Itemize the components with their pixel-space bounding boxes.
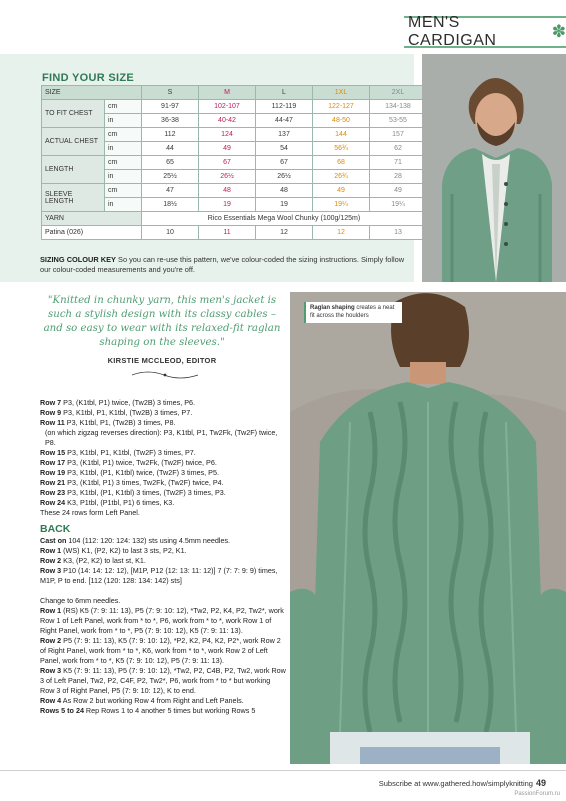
table-cell: 19¼ (370, 198, 427, 212)
table-cell: 102-107 (199, 100, 256, 114)
table-header-cell: L (256, 86, 313, 100)
yarn-row (42, 212, 427, 226)
table-cell: 12 (313, 226, 370, 240)
row-label: Row 1 (40, 606, 62, 615)
row-text: (on which zigzag reverses direction): P3, K1tbl, P1, Tw2Fk, (Tw2F) twice, P8. (45, 428, 278, 447)
row-label: Row 19 (40, 468, 66, 477)
editor-quote: "Knitted in chunky yarn, this men's jacket is such a stylish design with its classy cables – and so easy to wear with its relaxed-fit raglan shaping on the sleeves." (43, 295, 281, 348)
row-text: P5 (7: 9: 11: 13), K5 (7: 9: 10: 12), *P2, K2, P4, K2, P2*, work Row 2 of Right Panel, work from * to *, K6, work from * to *, work Row 2 of Left Panel, work from * to *, K5 (7: 9: 10: 12), P5 (7: 9: 11: 13). (40, 636, 281, 665)
row-text: K5 (7: 9: 11: 13), P5 (7: 9: 10: 12), *Tw2, P2, C4B, P2, Tw2, work Row 3 of Left Panel, Tw2, P2, C4F, P2, Tw2*, P6, work from * to * but working Row 3 of Right Panel, P5 (7: 9: 10: 12), K to end. (40, 666, 286, 695)
size-table (41, 85, 427, 240)
table-cell: 62 (370, 142, 427, 156)
raglan-callout (304, 302, 402, 323)
row-text: These 24 rows form Left Panel. (40, 508, 140, 517)
size-table-title: FIND YOUR SIZE (42, 72, 135, 84)
unit-cell: in (105, 170, 142, 184)
footer-subscribe (379, 778, 546, 788)
back-heading: BACK (40, 523, 71, 535)
sizing-colour-key (40, 255, 410, 275)
watermark: PassionForum.ru (514, 791, 560, 797)
table-header-cell: SIZE (42, 86, 142, 100)
instruction-row (40, 596, 286, 606)
instruction-row (40, 398, 286, 408)
instruction-row (40, 408, 286, 418)
table-cell: 56¾ (313, 142, 370, 156)
colour-key-text: So you can re-use this pattern, we've colour-coded the sizing instructions. Simply follow our colour-coded measurements and you're off. (40, 255, 405, 274)
row-text: P3, K1tbl, (P1, K1tbl) 3 times, (Tw2F) 3 times, P3. (65, 488, 226, 497)
table-row (42, 128, 427, 142)
unit-cell: cm (105, 156, 142, 170)
row-text: P3, (K1tbl, P1) twice, (Tw2B) 3 times, P6. (61, 398, 195, 407)
row-label: Row 24 (40, 498, 66, 507)
table-row (42, 156, 427, 170)
row-label: Row 2 (40, 636, 62, 645)
row-text: P3, K1tbl, P1, K1tbl, (Tw2F) 3 times, P7. (65, 448, 196, 457)
table-cell: 91-97 (142, 100, 199, 114)
subscribe-link[interactable]: Subscribe at www.gathered.how/simplyknitting (378, 779, 533, 788)
table-cell: YARN (42, 212, 142, 226)
clover-icon: ✽ (551, 22, 566, 41)
row-label: Row 4 (40, 696, 62, 705)
table-cell: 44-47 (256, 114, 313, 128)
left-panel-rows (40, 398, 286, 518)
row-label: Row 17 (40, 458, 66, 467)
row-label: Row 15 (40, 448, 66, 457)
table-header-cell: M (199, 86, 256, 100)
row-label: Row 23 (40, 488, 66, 497)
instruction-row (40, 468, 286, 478)
instruction-row (40, 666, 286, 696)
table-cell: Rico Essentials Mega Wool Chunky (100g/125m) (142, 212, 427, 226)
row-label: Row 9 (40, 408, 62, 417)
section-title: MEN'S CARDIGAN (408, 14, 497, 49)
table-row (42, 184, 427, 198)
row-label: ACTUAL CHEST (42, 128, 105, 156)
table-cell: 67 (256, 156, 313, 170)
table-cell: 53-55 (370, 114, 427, 128)
table-cell: 13 (370, 226, 427, 240)
model-photo-back (290, 292, 566, 764)
table-header-cell: 2XL (370, 86, 427, 100)
table-cell: 19 (199, 198, 256, 212)
row-text: K3, (P2, K2) to last st, K1. (61, 556, 146, 565)
table-cell: Patina (026) (42, 226, 142, 240)
callout-bold: Raglan shaping (310, 305, 355, 311)
instruction-row (40, 556, 286, 566)
row-label: Row 2 (40, 556, 62, 565)
instruction-row (40, 586, 286, 596)
table-cell: 122-127 (313, 100, 370, 114)
row-label: Row 3 (40, 666, 62, 675)
model-back-illustration (290, 292, 566, 764)
table-cell: 112 (142, 128, 199, 142)
table-cell: 65 (142, 156, 199, 170)
row-label: Row 3 (40, 566, 62, 575)
table-cell: 134-138 (370, 100, 427, 114)
row-label: TO FIT CHEST (42, 100, 105, 128)
row-label: Row 7 (40, 398, 62, 407)
row-label: Row 1 (40, 546, 62, 555)
instruction-row (40, 696, 286, 706)
table-cell: 18½ (142, 198, 199, 212)
instruction-row (40, 488, 286, 498)
table-cell: 157 (370, 128, 427, 142)
row-text: 104 (112: 120: 124: 132) sts using 4.5mm needles. (66, 536, 231, 545)
instruction-row (40, 606, 286, 636)
row-text: P10 (14: 14: 12: 12), [M1P, P12 (12: 13: 11: 12)] 7 (7: 7: 9: 9) times, M1P, P to end. [112 (120: 128: 134: 142) sts] (40, 566, 278, 585)
row-text: K3, P1tbl, (P1tbl, P1) 6 times, K3. (65, 498, 175, 507)
table-cell: 11 (199, 226, 256, 240)
row-label: Row 21 (40, 478, 66, 487)
table-cell: 28 (370, 170, 427, 184)
row-text: Rep Rows 1 to 4 another 5 times but working Rows 5 (83, 706, 256, 715)
table-cell: 68 (313, 156, 370, 170)
table-cell: 137 (256, 128, 313, 142)
row-label: SLEEVE LENGTH (42, 184, 105, 212)
page-header (404, 16, 566, 48)
row-text: As Row 2 but working Row 4 from Right and Left Panels. (61, 696, 244, 705)
table-cell: 144 (313, 128, 370, 142)
model-photo-front (422, 54, 566, 282)
table-cell: 49 (313, 184, 370, 198)
table-cell: 26¾ (313, 170, 370, 184)
row-text: (RS) K5 (7: 9: 11: 13), P5 (7: 9: 10: 12), *Tw2, P2, K4, P2, Tw2*, work Row 1 of Left Panel, work from * to *, P6, work from * to *, work Row 1 of Right Panel, work from * to *, P5 (7: 9: 10: 12), K5 (7: 9: 11: 13). (40, 606, 284, 635)
page-footer (0, 770, 566, 801)
callout-text: creates a neat fit across the houlders (310, 305, 395, 319)
model-front-illustration (422, 54, 566, 282)
table-cell: 25½ (142, 170, 199, 184)
instruction-row (40, 546, 286, 556)
table-cell: 26½ (199, 170, 256, 184)
instruction-row (40, 428, 286, 448)
unit-cell: in (105, 142, 142, 156)
table-cell: 67 (199, 156, 256, 170)
row-label: Rows 5 to 24 (40, 706, 84, 715)
row-label: Row 11 (40, 418, 65, 427)
instruction-row (40, 566, 286, 586)
instruction-row (40, 418, 286, 428)
table-cell: 124 (199, 128, 256, 142)
row-text: P3, (K1tbl, P1) 3 times, Tw2Fk, (Tw2F) twice, P4. (65, 478, 224, 487)
instruction-row (40, 536, 286, 546)
table-header-cell: S (142, 86, 199, 100)
table-cell: 19¼ (313, 198, 370, 212)
table-header-row (42, 86, 427, 100)
table-cell: 12 (256, 226, 313, 240)
instruction-row (40, 448, 286, 458)
table-cell: 36-38 (142, 114, 199, 128)
row-text: P3, K1tbl, P1, K1tbl, (Tw2B) 3 times, P7. (61, 408, 193, 417)
table-cell: 112-119 (256, 100, 313, 114)
pattern-instructions (40, 398, 286, 716)
table-row (42, 100, 427, 114)
instruction-row (40, 508, 286, 518)
size-table-body (42, 100, 427, 212)
unit-cell: cm (105, 100, 142, 114)
unit-cell: in (105, 198, 142, 212)
row-text: (WS) K1, (P2, K2) to last 3 sts, P2, K1. (61, 546, 187, 555)
back-rows (40, 536, 286, 716)
row-text: P3, K1tbl, P1, (Tw2B) 3 times, P8. (64, 418, 176, 427)
instruction-row (40, 498, 286, 508)
table-cell: 48 (256, 184, 313, 198)
row-label: LENGTH (42, 156, 105, 184)
table-cell: 40-42 (199, 114, 256, 128)
table-cell: 26½ (256, 170, 313, 184)
colour-key-label: SIZING COLOUR KEY (40, 255, 116, 264)
unit-cell: cm (105, 128, 142, 142)
row-text: Change to 6mm needles. (40, 596, 121, 605)
table-cell: 48 (199, 184, 256, 198)
unit-cell: cm (105, 184, 142, 198)
instruction-row (40, 458, 286, 468)
table-cell: 47 (142, 184, 199, 198)
table-cell: 49 (370, 184, 427, 198)
table-cell: 48-50 (313, 114, 370, 128)
table-cell: 49 (199, 142, 256, 156)
instruction-row (40, 706, 286, 716)
quote-author: KIRSTIE MCCLEOD, EDITOR (107, 356, 217, 365)
row-text: P3, (K1tbl, P1) twice, Tw2Fk, (Tw2F) twice, P6. (65, 458, 217, 467)
row-label: Cast on (40, 536, 67, 545)
table-cell: 54 (256, 142, 313, 156)
instruction-row (40, 636, 286, 666)
table-cell: 10 (142, 226, 199, 240)
unit-cell: in (105, 114, 142, 128)
flourish-divider (130, 368, 200, 382)
instruction-row (40, 478, 286, 488)
page-number: 49 (535, 778, 546, 788)
row-text: P3, K1tbl, (P1, K1tbl) twice, (Tw2F) 3 times, P5. (65, 468, 219, 477)
table-header-cell: 1XL (313, 86, 370, 100)
table-cell: 44 (142, 142, 199, 156)
table-cell: 71 (370, 156, 427, 170)
patina-row (42, 226, 427, 240)
table-cell: 19 (256, 198, 313, 212)
